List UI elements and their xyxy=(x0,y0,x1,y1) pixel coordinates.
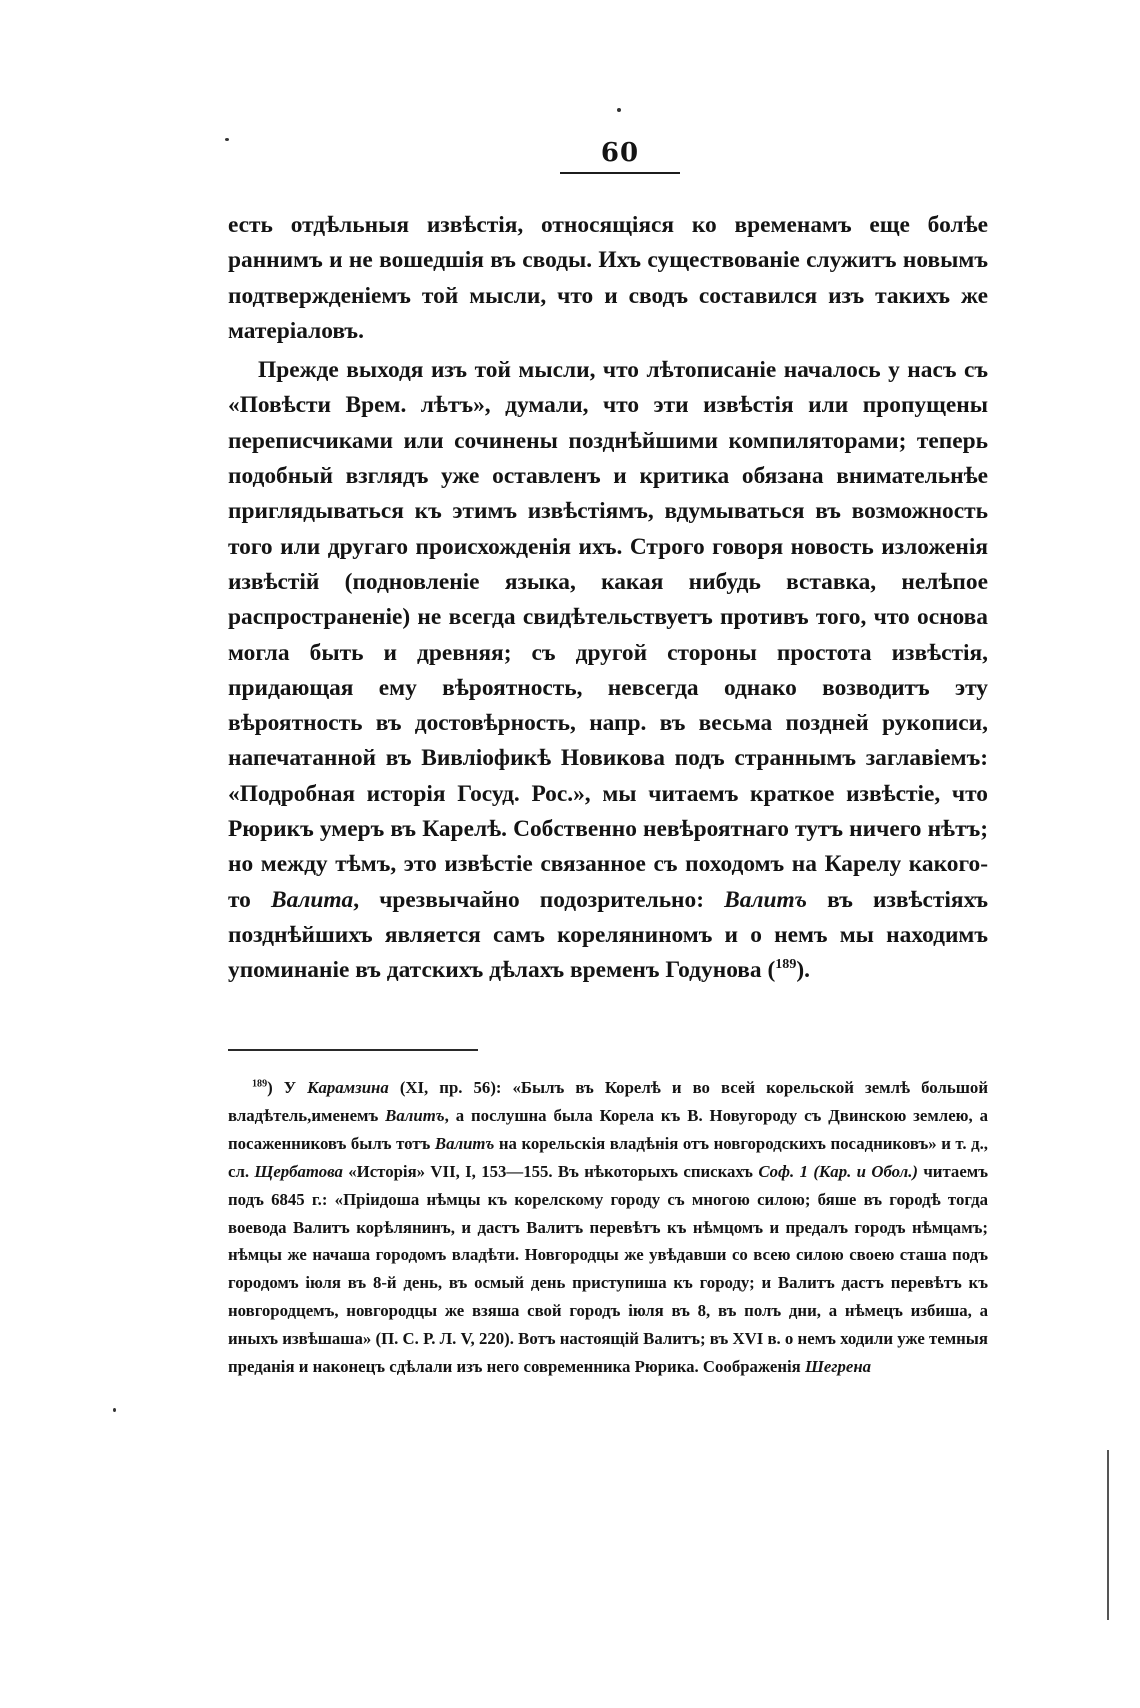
footnote-text-6: читаемъ подъ 6845 г.: «Прiидоша нѣмцы къ корелскому городу съ многою силою; бяше въ городѣ тогда воевода Валитъ корѣлянинъ, и дастъ Валитъ перевѣтъ къ нѣмцомъ и предалъ городъ нѣмцамъ; нѣмцы же начаша городомъ владѣти. Новгородцы же увѣдавши со всею силою своею сташа подъ городомъ iюля въ 8-й день, въ осмый день приступиша къ городу; и Валитъ дастъ перевѣтъ къ новгородцемъ, новгородцы же взяша свой городъ iюля въ 8, въ полъ дни, а нѣмецъ избиша, а иныхъ извѣшаша» (П. С. Р. Л. V, 220). Вотъ настоящій Валитъ; въ XVI в. о немъ ходили уже темныя преданія и наконецъ сдѣлали изъ него современника Рюрика. Соображенія xyxy=(228,1161,988,1377)
footnote-italic-shcherbatov: Щербатова xyxy=(254,1161,343,1181)
paragraph-1: есть отдѣльныя извѣстія, относящіяся ко временамъ еще болѣе раннимъ и не вошедшія въ своды. Ихъ существованіе служитъ новымъ подтвержденіемъ той мысли, что и сводъ составился изъ такихъ же матеріаловъ. xyxy=(228,212,988,344)
footnote-italic-shegren: Шегрена xyxy=(804,1357,872,1377)
footnote-text-3: , а послушна была Корела къ В. Новугороду съ Двинскою землею, а посаженниковъ былъ тотъ xyxy=(228,1105,988,1153)
footnote-text-5: «Исторія» VII, I, 153—155. Въ нѣкоторыхъ спискахъ xyxy=(342,1161,759,1181)
page-number: 60 xyxy=(600,138,640,168)
paragraph-2-italic-valit: Валитъ xyxy=(724,886,807,913)
footnote-italic-karamzin: Карамзина xyxy=(307,1078,389,1097)
footnote-text-2: (XI, пр. 56): «Былъ въ Корелѣ и во всей корельской землѣ большой владѣтель,именемъ xyxy=(228,1078,988,1125)
footnote-text-4: на корельскія владѣнія отъ новгородскихъ посадниковъ» и т. д., сл. xyxy=(228,1133,988,1181)
footnote-italic-valit-2: Валитъ xyxy=(434,1133,495,1153)
page-number-rule xyxy=(560,172,680,174)
footnote-189 xyxy=(228,1074,988,1381)
footnote-reference: 189 xyxy=(775,956,797,973)
footnote-italic-valit-1: Валитъ xyxy=(385,1105,445,1125)
scan-speck xyxy=(617,108,621,112)
paragraph-2-italic-valita: Валита xyxy=(271,886,354,913)
footnote-text-1: ) У xyxy=(267,1078,308,1097)
footnotes xyxy=(228,1074,988,1381)
paragraph-2-text-end: ). xyxy=(796,957,810,984)
scan-margin-line xyxy=(1107,1450,1109,1620)
main-text xyxy=(228,208,988,989)
footnote-italic-sof: Соф. 1 (Кар. и Обол.) xyxy=(758,1161,918,1181)
paragraph-2-text-c: въ извѣстіяхъ позднѣйшихъ является самъ кореляниномъ и о немъ мы находимъ упоминаніе въ датскихъ дѣлахъ временъ Годунова ( xyxy=(228,886,988,984)
paragraph-2-text-b: , чрезвычайно подозрительно: xyxy=(353,886,725,913)
scan-speck xyxy=(225,138,229,141)
footnote-marker: 189 xyxy=(252,1078,268,1090)
scan-speck xyxy=(113,1408,116,1412)
paragraph-2-text-a: Прежде выходя изъ той мысли, что лѣтописаніе началось у насъ съ «Повѣсти Врем. лѣтъ», думали, что эти извѣстія или пропущены переписчиками или сочинены позднѣйшими компиляторами; теперь подобный взглядъ уже оставленъ и критика обязана внимательнѣе приглядываться къ этимъ извѣстіямъ, вдумываться въ возможность того или другаго происхожденія ихъ. Строго говоря новость изложенія извѣстій (подновленіе языка, какая нибудь вставка, нелѣпое распространеніе) не всегда свидѣтельствуетъ противъ того, что основа могла быть и древняя; съ другой стороны простота извѣстія, придающая ему вѣроятность, невсегда однако возводитъ эту вѣроятность въ достовѣрность, напр. въ весьма поздней рукописи, напечатанной въ Вивліофикѣ Новикова подъ страннымъ заглавіемъ: «Подробная исторія Госуд. Рос.», мы читаемъ краткое извѣстіе, что Рюрикъ умеръ въ Карелѣ. Собственно невѣроятнаго тутъ ничего нѣтъ; но между тѣмъ, это извѣстіе связанное съ походомъ на Карелу какого-то xyxy=(228,357,988,913)
paragraph-2 xyxy=(228,353,988,988)
footnote-separator xyxy=(228,1049,478,1051)
